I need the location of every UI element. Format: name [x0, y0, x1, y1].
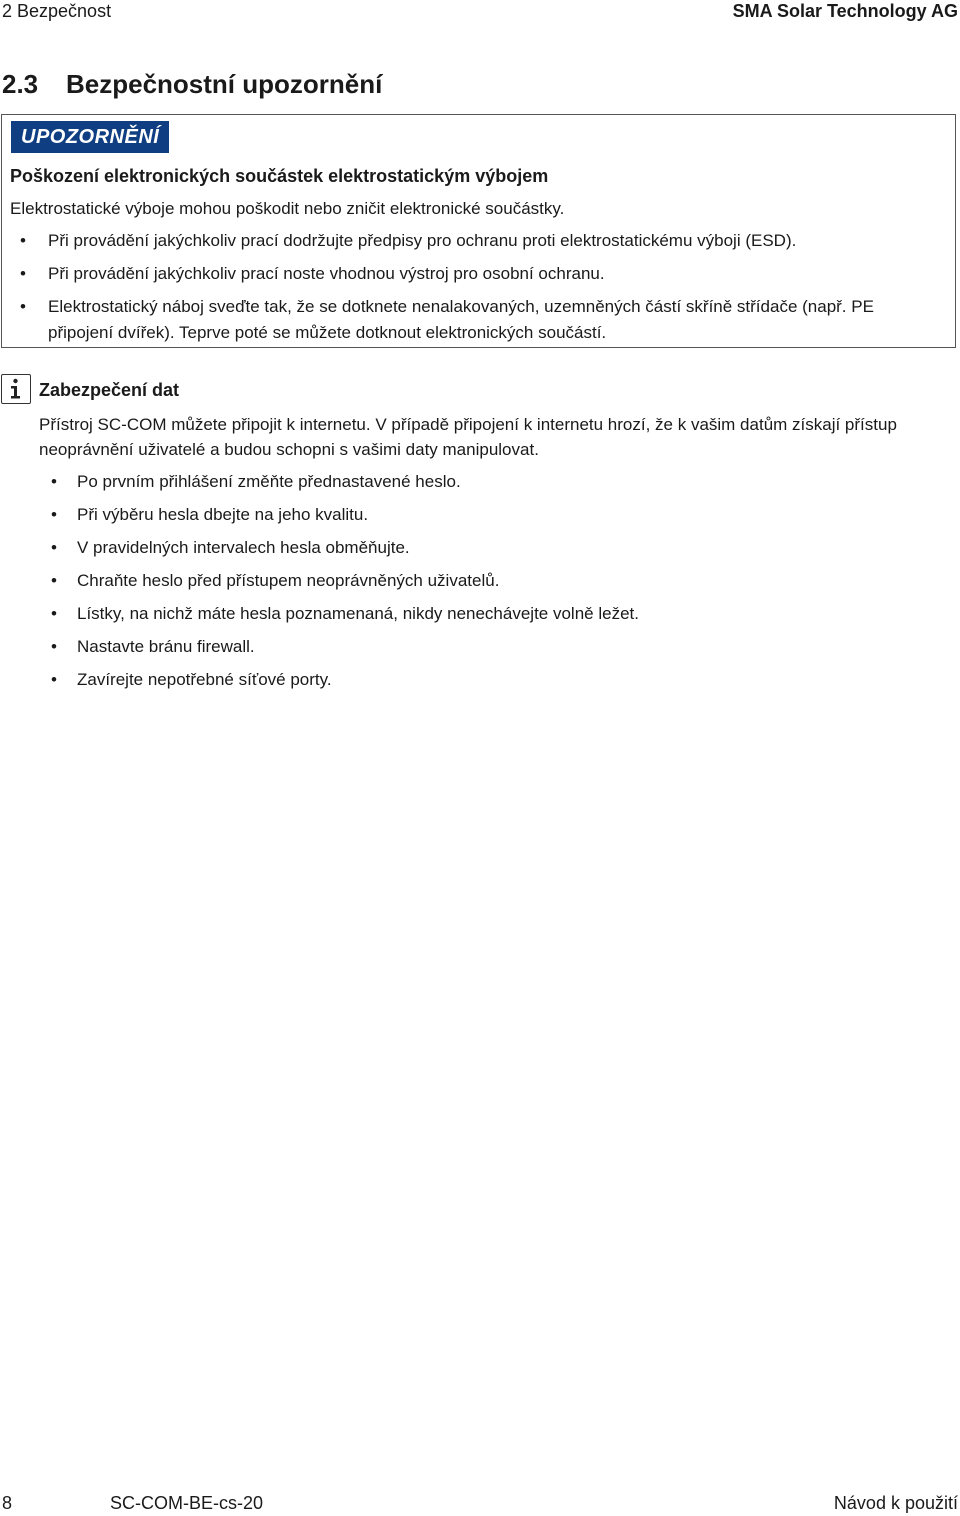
info-item-text: Po prvním přihlášení změňte přednastavené heslo.	[77, 472, 461, 491]
footer-doc-type: Návod k použití	[833, 1493, 958, 1513]
info-list-item	[39, 535, 939, 561]
warning-box	[1, 114, 956, 348]
warning-item-text: Při provádění jakýchkoliv prací dodržujte předpisy pro ochranu proti elektrostatickému výboji (ESD).	[48, 231, 797, 250]
info-paragraph: Přístroj SC-COM můžete připojit k internetu. V případě připojení k internetu hrozí, že k vašim datům získají přístup neoprávnění uživatelé a budou schopni s vašimi daty manipulovat.	[39, 415, 897, 459]
info-list-item	[39, 568, 939, 594]
bullet-icon: •	[51, 538, 57, 557]
bullet-icon: •	[51, 670, 57, 689]
info-list-item	[39, 634, 939, 660]
bullet-icon: •	[51, 604, 57, 623]
running-header-chapter: 2 Bezpečnost	[2, 1, 112, 21]
bullet-icon: •	[51, 571, 57, 590]
section-title	[2, 67, 382, 101]
info-item-text: Nastavte bránu firewall.	[77, 637, 255, 656]
info-list	[39, 469, 939, 700]
bullet-icon: •	[51, 637, 57, 656]
info-item-text: Zavírejte nepotřebné síťové porty.	[77, 670, 332, 689]
info-item-text: Při výběru hesla dbejte na jeho kvalitu.	[77, 505, 369, 524]
bullet-icon: •	[20, 297, 26, 316]
warning-item-text: Elektrostatický náboj sveďte tak, že se dotknete nenalakovaných, uzemněných částí skříně střídače (např. PE připojení dvířek). Teprve poté se můžete dotknout elektronických součástí.	[48, 297, 874, 342]
bullet-icon: •	[20, 231, 26, 250]
warning-list-item	[10, 294, 920, 346]
warning-badge: UPOZORNĚNÍ	[11, 121, 169, 153]
warning-heading: Poškození elektronických součástek elektrostatickým výbojem	[10, 166, 549, 186]
bullet-icon: •	[51, 505, 57, 524]
warning-list	[10, 228, 920, 353]
footer-page-number: 8	[2, 1493, 13, 1513]
info-list-item	[39, 469, 939, 495]
warning-item-text: Při provádění jakýchkoliv prací noste vhodnou výstroj pro osobní ochranu.	[48, 264, 605, 283]
info-icon	[1, 374, 31, 404]
bullet-icon: •	[51, 472, 57, 491]
section-title-text: Bezpečnostní upozornění	[66, 69, 383, 99]
warning-intro: Elektrostatické výboje mohou poškodit nebo zničit elektronické součástky.	[10, 199, 565, 218]
info-item-text: Chraňte heslo před přístupem neoprávněných uživatelů.	[77, 571, 500, 590]
warning-list-item	[10, 261, 920, 287]
info-list-item	[39, 667, 939, 693]
info-item-text: Lístky, na nichž máte hesla poznamenaná, nikdy nenechávejte volně ležet.	[77, 604, 639, 623]
info-heading: Zabezpečení dat	[39, 380, 180, 400]
footer-doc-code: SC-COM-BE-cs-20	[110, 1493, 264, 1513]
bullet-icon: •	[20, 264, 26, 283]
warning-list-item	[10, 228, 920, 254]
info-list-item	[39, 601, 939, 627]
section-number: 2.3	[2, 69, 39, 99]
info-item-text: V pravidelných intervalech hesla obměňujte.	[77, 538, 410, 557]
info-list-item	[39, 502, 939, 528]
running-header-company: SMA Solar Technology AG	[732, 1, 958, 21]
